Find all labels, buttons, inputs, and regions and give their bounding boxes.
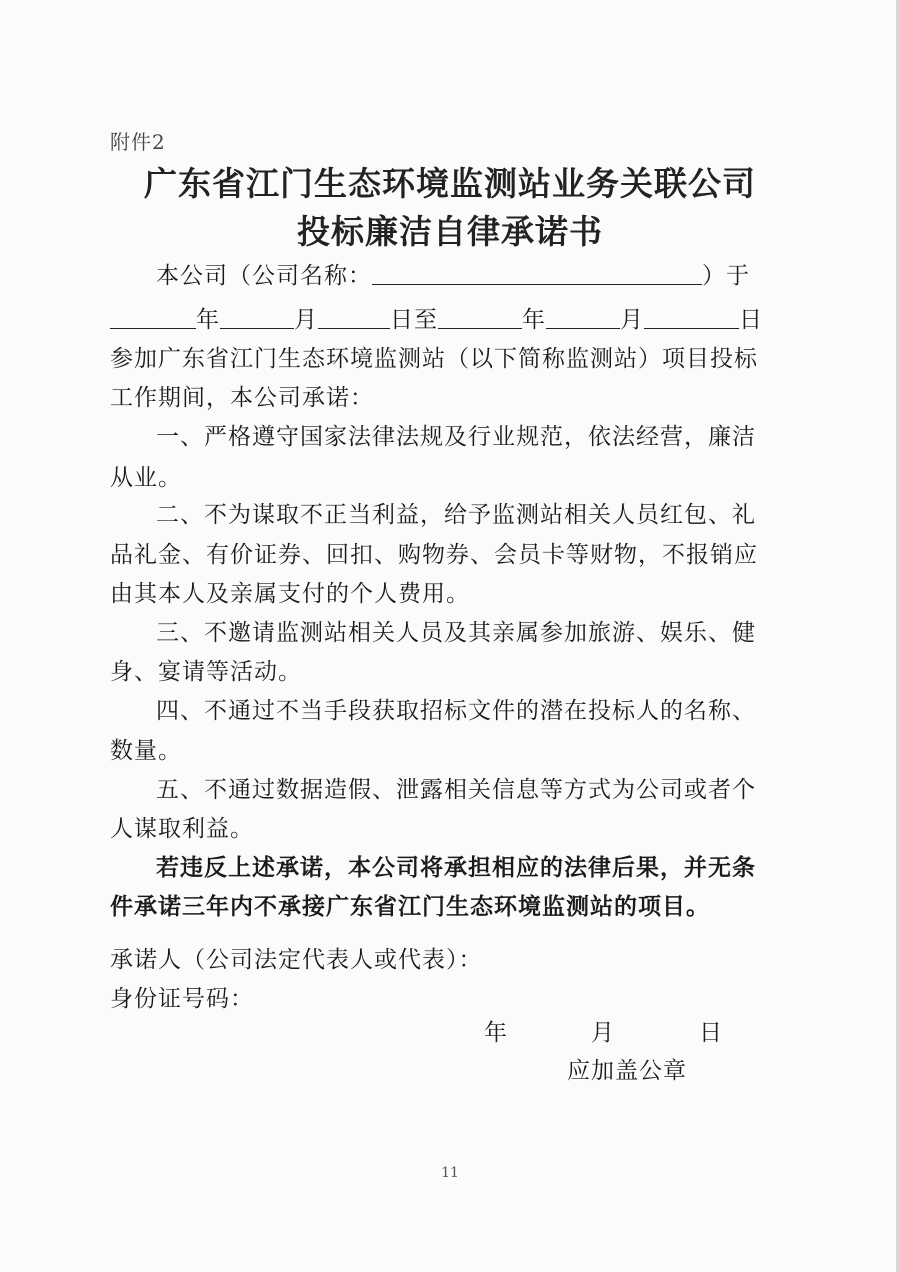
item5-line2: 人谋取利益。 — [110, 816, 254, 842]
annex-label: 附件2 — [110, 130, 166, 154]
end-month-blank[interactable] — [546, 306, 620, 329]
closing-line2: 件承诺三年内不承接广东省江门生态环境监测站的项目。 — [110, 893, 710, 920]
item2-line1: 二、不为谋取不正当利益，给予监测站相关人员红包、礼 — [156, 502, 756, 528]
day-to-label: 日至 — [390, 307, 438, 333]
id-number-label: 身份证号码： — [110, 986, 254, 1012]
start-day-blank[interactable] — [318, 306, 390, 329]
intro-suffix: ）于 — [702, 263, 750, 289]
sign-month-label: 月 — [591, 1020, 614, 1046]
item2-line3: 由其本人及亲属支付的个人费用。 — [110, 581, 470, 607]
item3-line1: 三、不邀请监测站相关人员及其亲属参加旅游、娱乐、健 — [156, 620, 756, 646]
end-day-label: 日 — [739, 307, 763, 333]
item3-line2: 身、宴请等活动。 — [110, 659, 302, 685]
start-month-label: 月 — [294, 307, 318, 333]
document-title-line2: 投标廉洁自律承诺书 — [297, 212, 603, 251]
intro-line3: 参加广东省江门生态环境监测站（以下简称监测站）项目投标 — [110, 346, 758, 372]
seal-note: 应加盖公章 — [567, 1058, 687, 1084]
item4-line2: 数量。 — [110, 738, 182, 764]
item1-line2: 从业。 — [110, 465, 182, 491]
item2-line2: 品礼金、有价证券、回扣、购物券、会员卡等财物，不报销应 — [110, 542, 758, 568]
start-year-blank[interactable] — [110, 306, 196, 329]
end-month-label: 月 — [620, 307, 644, 333]
intro-line-dates — [110, 301, 763, 334]
intro-prefix: 本公司（公司名称： — [156, 263, 372, 289]
intro-line4: 工作期间，本公司承诺： — [110, 385, 374, 411]
start-year-label: 年 — [196, 307, 220, 333]
end-year-blank[interactable] — [438, 306, 522, 329]
start-month-blank[interactable] — [220, 306, 294, 329]
closing-line1: 若违反上述承诺，本公司将承担相应的法律后果，并无条 — [156, 854, 756, 881]
document-title-line1: 广东省江门生态环境监测站业务关联公司 — [144, 164, 756, 203]
item1-line1: 一、严格遵守国家法律法规及行业规范，依法经营，廉洁 — [156, 424, 756, 450]
item5-line1: 五、不通过数据造假、泄露相关信息等方式为公司或者个 — [156, 777, 756, 803]
sign-day-label: 日 — [699, 1020, 722, 1046]
sign-year-label: 年 — [484, 1020, 507, 1046]
promiser-label: 承诺人（公司法定代表人或代表）： — [110, 947, 483, 973]
intro-line-company — [110, 257, 760, 290]
end-day-blank[interactable] — [644, 306, 739, 329]
page-number: 11 — [441, 1165, 459, 1181]
item4-line1: 四、不通过不当手段获取招标文件的潜在投标人的名称、 — [156, 698, 756, 724]
company-name-blank[interactable] — [372, 262, 702, 285]
end-year-label: 年 — [522, 307, 546, 333]
